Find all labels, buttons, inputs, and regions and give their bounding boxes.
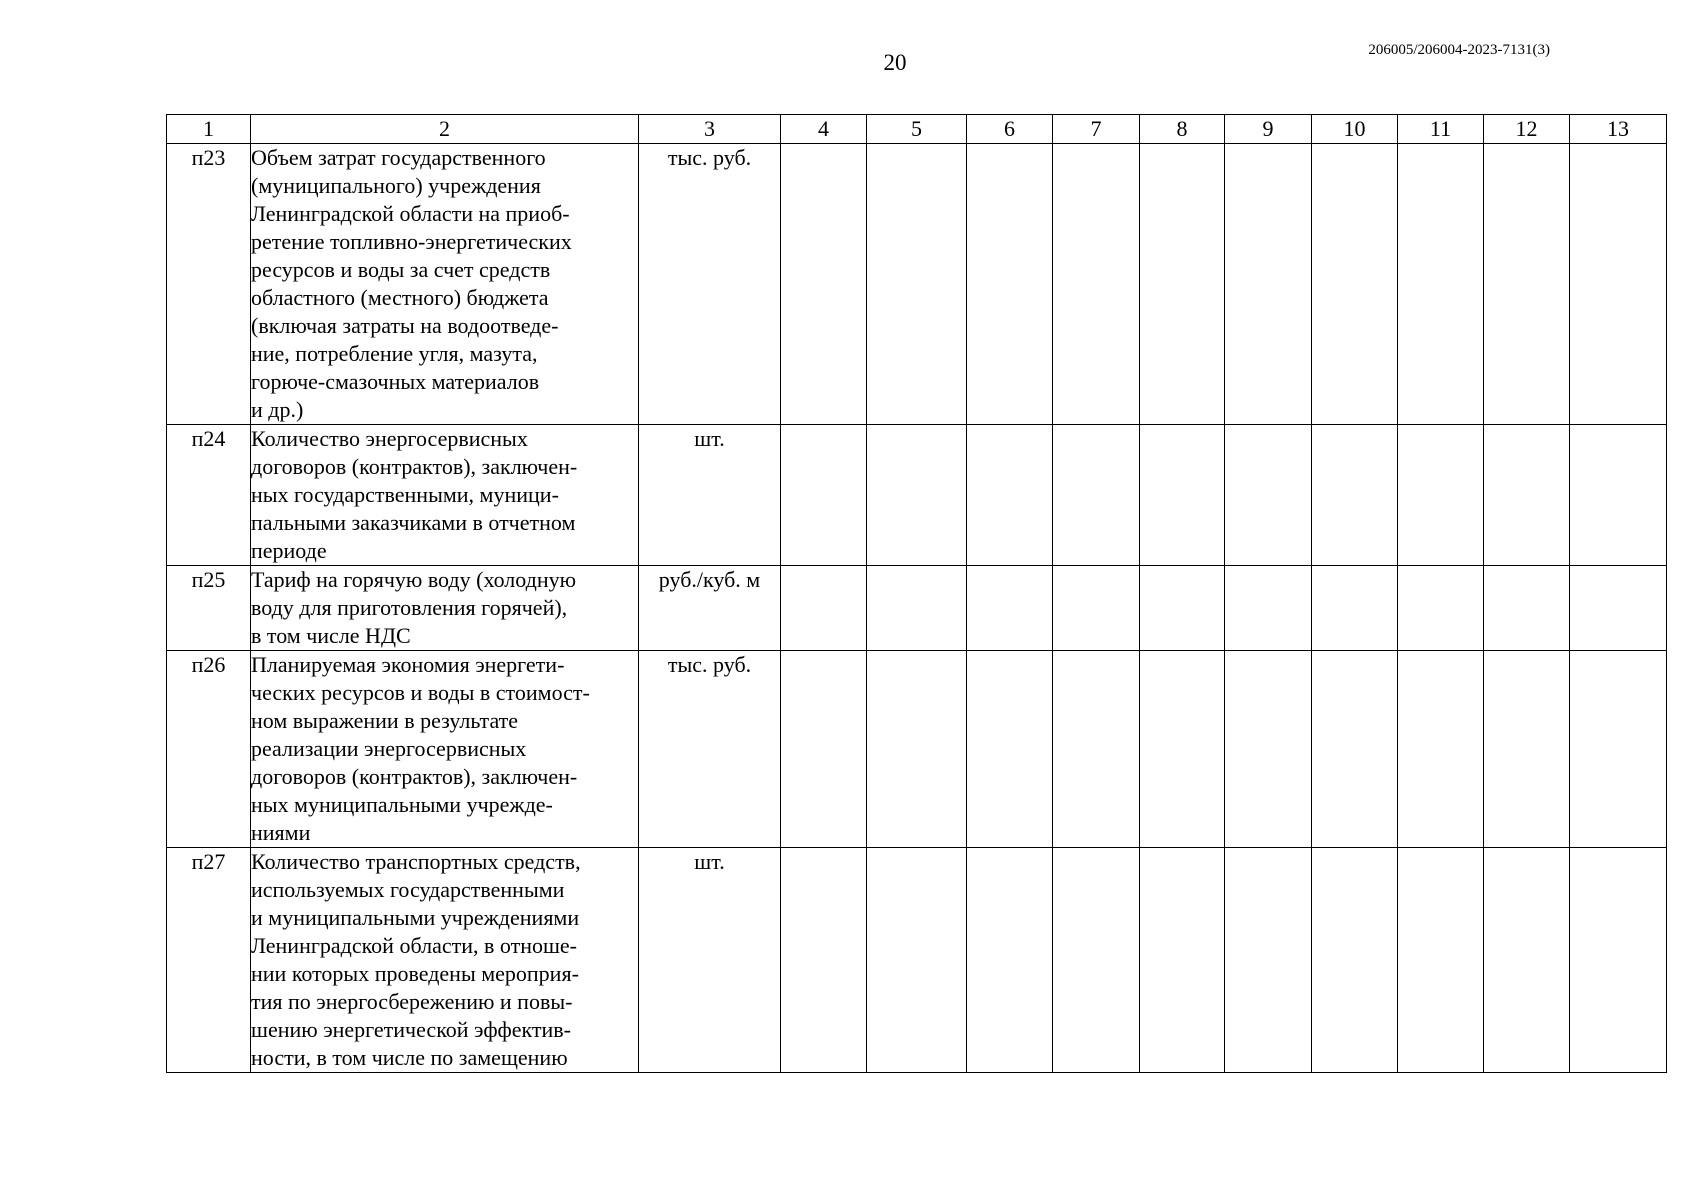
value-cell: [1312, 144, 1398, 425]
indicator-name-line: используемых государственными: [251, 877, 565, 902]
column-header: 5: [867, 115, 967, 144]
value-cell: [1570, 566, 1667, 651]
value-cell: [1225, 651, 1312, 848]
indicator-name-line: ние, потребление угля, мазута,: [251, 341, 538, 366]
document-code: 206005/206004-2023-7131(3): [1368, 42, 1550, 58]
value-cell: [867, 651, 967, 848]
indicator-name-line: пальными заказчиками в отчетном: [251, 510, 576, 535]
column-header: 7: [1053, 115, 1140, 144]
indicator-name-line: договоров (контрактов), заключен-: [251, 764, 578, 789]
value-cell: [867, 425, 967, 566]
column-header: 12: [1484, 115, 1570, 144]
value-cell: [1484, 144, 1570, 425]
indicator-name-line: ретение топливно-энергетических: [251, 229, 572, 254]
row-unit: шт.: [639, 848, 781, 1073]
value-cell: [967, 425, 1053, 566]
value-cell: [1484, 425, 1570, 566]
value-cell: [1570, 144, 1667, 425]
indicator-name-line: Объем затрат государственного: [251, 145, 546, 170]
row-unit: руб./куб. м: [639, 566, 781, 651]
indicator-name-line: Ленинградской области на приоб-: [251, 201, 570, 226]
value-cell: [1570, 848, 1667, 1073]
value-cell: [1484, 848, 1570, 1073]
indicator-name-line: (муниципального) учреждения: [251, 173, 541, 198]
value-cell: [1053, 144, 1140, 425]
row-code: п24: [167, 425, 251, 566]
value-cell: [1398, 144, 1484, 425]
value-cell: [1053, 425, 1140, 566]
indicator-name-line: Количество энергосервисных: [251, 426, 528, 451]
value-cell: [1140, 566, 1225, 651]
value-cell: [1053, 566, 1140, 651]
value-cell: [1225, 566, 1312, 651]
indicator-name-line: Ленинградской области, в отноше-: [251, 933, 578, 958]
indicator-name-line: реализации энергосервисных: [251, 736, 527, 761]
indicators-table: [166, 114, 1667, 1073]
table-row: [167, 425, 1667, 566]
value-cell: [1225, 848, 1312, 1073]
row-indicator-name: [251, 848, 639, 1073]
column-header: 8: [1140, 115, 1225, 144]
row-indicator-name: [251, 566, 639, 651]
row-unit: шт.: [639, 425, 781, 566]
table-row: [167, 144, 1667, 425]
indicator-name-line: ных муниципальными учрежде-: [251, 792, 553, 817]
indicator-name-line: договоров (контрактов), заключен-: [251, 454, 578, 479]
value-cell: [1398, 651, 1484, 848]
indicator-name-line: шению энергетической эффектив-: [251, 1017, 571, 1042]
column-header: 10: [1312, 115, 1398, 144]
indicator-name-line: ности, в том числе по замещению: [251, 1045, 568, 1070]
indicator-name-line: периоде: [251, 538, 327, 563]
row-unit: тыс. руб.: [639, 651, 781, 848]
indicator-name-line: ниями: [251, 820, 311, 845]
value-cell: [781, 848, 867, 1073]
row-unit: тыс. руб.: [639, 144, 781, 425]
value-cell: [967, 651, 1053, 848]
indicator-name-line: ном выражении в результате: [251, 708, 519, 733]
value-cell: [1570, 651, 1667, 848]
value-cell: [1140, 425, 1225, 566]
value-cell: [967, 144, 1053, 425]
value-cell: [1312, 425, 1398, 566]
indicator-name-line: Тариф на горячую воду (холодную: [251, 567, 577, 592]
column-header: 4: [781, 115, 867, 144]
value-cell: [1140, 144, 1225, 425]
value-cell: [1312, 651, 1398, 848]
value-cell: [1398, 848, 1484, 1073]
column-header: 13: [1570, 115, 1667, 144]
row-indicator-name: [251, 425, 639, 566]
indicator-name-line: Планируемая экономия энергети-: [251, 652, 565, 677]
value-cell: [781, 425, 867, 566]
indicator-name-line: и муниципальными учреждениями: [251, 905, 580, 930]
table-row: [167, 651, 1667, 848]
row-indicator-name: [251, 651, 639, 848]
row-code: п25: [167, 566, 251, 651]
table-body: [167, 144, 1667, 1073]
indicator-name-line: ческих ресурсов и воды в стоимост-: [251, 680, 590, 705]
value-cell: [1140, 848, 1225, 1073]
indicator-name-line: Количество транспортных средств,: [251, 849, 581, 874]
column-header: 2: [251, 115, 639, 144]
value-cell: [1225, 144, 1312, 425]
value-cell: [1312, 566, 1398, 651]
value-cell: [967, 848, 1053, 1073]
value-cell: [867, 566, 967, 651]
column-header: 9: [1225, 115, 1312, 144]
value-cell: [1053, 651, 1140, 848]
value-cell: [867, 848, 967, 1073]
indicator-name-line: областного (местного) бюджета: [251, 285, 549, 310]
value-cell: [1140, 651, 1225, 848]
row-indicator-name: [251, 144, 639, 425]
value-cell: [967, 566, 1053, 651]
row-code: п27: [167, 848, 251, 1073]
value-cell: [781, 566, 867, 651]
value-cell: [1484, 566, 1570, 651]
indicator-name-line: (включая затраты на водоотведе-: [251, 313, 559, 338]
row-code: п26: [167, 651, 251, 848]
value-cell: [867, 144, 967, 425]
indicator-name-line: и др.): [251, 397, 304, 422]
page-number: 20: [883, 50, 907, 75]
value-cell: [1484, 651, 1570, 848]
indicator-name-line: воду для приготовления горячей),: [251, 595, 568, 620]
value-cell: [1053, 848, 1140, 1073]
value-cell: [781, 651, 867, 848]
value-cell: [1225, 425, 1312, 566]
value-cell: [1312, 848, 1398, 1073]
value-cell: [1398, 425, 1484, 566]
indicator-name-line: ресурсов и воды за счет средств: [251, 257, 551, 282]
row-code: п23: [167, 144, 251, 425]
value-cell: [1570, 425, 1667, 566]
indicator-name-line: горюче-смазочных материалов: [251, 369, 540, 394]
indicator-name-line: в том числе НДС: [251, 623, 411, 648]
indicator-name-line: ных государственными, муници-: [251, 482, 559, 507]
table-row: [167, 566, 1667, 651]
column-header: 3: [639, 115, 781, 144]
column-header: 1: [167, 115, 251, 144]
value-cell: [1398, 566, 1484, 651]
column-header: 6: [967, 115, 1053, 144]
table-header-row: [167, 115, 1667, 144]
table-row: [167, 848, 1667, 1073]
value-cell: [781, 144, 867, 425]
indicator-name-line: нии которых проведены мероприя-: [251, 961, 579, 986]
indicator-name-line: тия по энергосбережению и повы-: [251, 989, 573, 1014]
column-header: 11: [1398, 115, 1484, 144]
